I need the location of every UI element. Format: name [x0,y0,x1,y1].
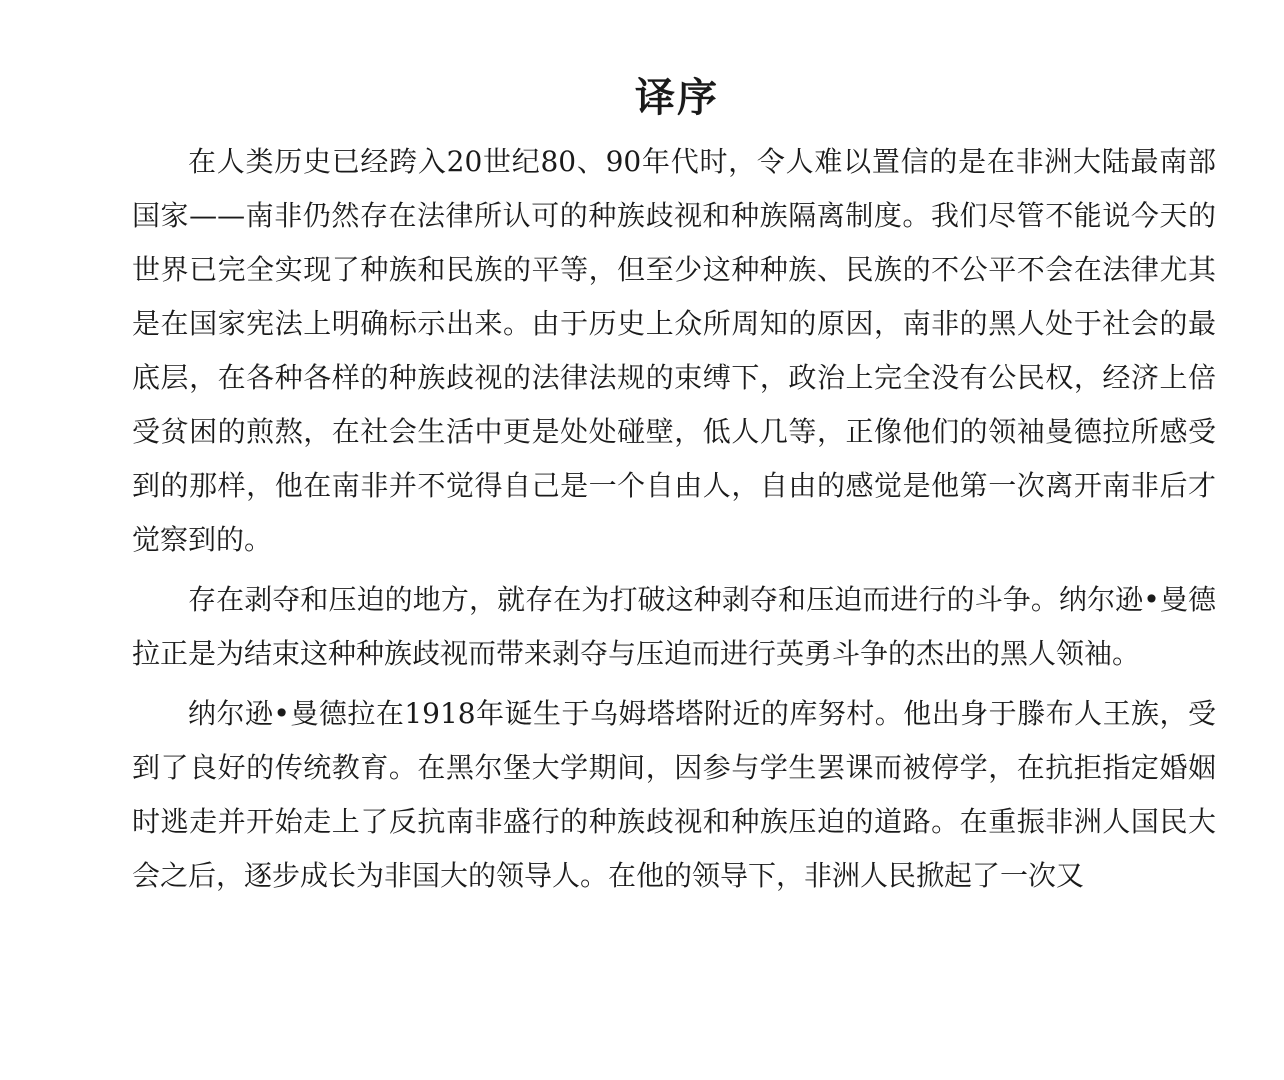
paragraph: 在人类历史已经跨入20世纪80、90年代时，令人难以置信的是在非洲大陆最南部国家——南非仍然存在法律所认可的种族歧视和种族隔离制度。我们尽管不能说今天的世界已完全实现了种族和民族的平等，但至少这种种族、民族的不公平不会在法律尤其是在国家宪法上明确标示出来。由于历史上众所周知的原因，南非的黑人处于社会的最底层，在各种各样的种族歧视的法律法规的束缚下，政治上完全没有公民权，经济上倍受贫困的煎熬，在社会生活中更是处处碰壁，低人几等，正像他们的领袖曼德拉所感受到的那样，他在南非并不觉得自己是一个自由人，自由的感觉是他第一次离开南非后才觉察到的。 [132,145,1216,556]
paragraph: 存在剥夺和压迫的地方，就存在为打破这种剥夺和压迫而进行的斗争。纳尔逊•曼德拉正是为结束这种种族歧视而带来剥夺与压迫而进行英勇斗争的杰出的黑人领袖。 [132,583,1216,670]
page-title: 译序 [635,74,719,121]
document-page [132,70,1216,909]
paragraph: 纳尔逊•曼德拉在1918年诞生于乌姆塔塔附近的库努村。他出身于滕布人王族，受到了良好的传统教育。在黑尔堡大学期间，因参与学生罢课而被停学，在抗拒指定婚姻时逃走并开始走上了反抗南非盛行的种族歧视和种族压迫的道路。在重振非洲人国民大会之后，逐步成长为非国大的领导人。在他的领导下，非洲人民掀起了一次又 [132,697,1216,892]
